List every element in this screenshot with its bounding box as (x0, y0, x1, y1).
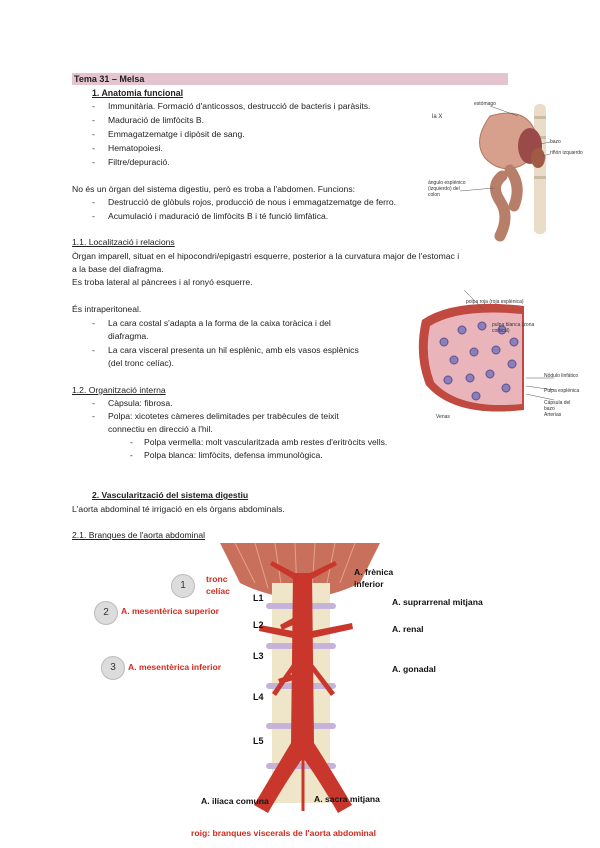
paragraph: Òrgan imparell, situat en el hipocondri/epigastri esquerre, posterior a la curvatura major de l'estomac i (72, 251, 460, 261)
label-capsula: Cápsula del bazo (544, 400, 571, 412)
list-item: Immunitària. Formació d'anticossos, destrucció de bacteris i paràsits. (108, 101, 371, 111)
dash: - (130, 437, 133, 447)
list-item: Polpa: xicotetes càmeres delimitades per trabècules de teixit (108, 411, 339, 421)
colon-illustration (495, 170, 517, 236)
label-arterias: Arterias (544, 412, 562, 418)
label-mesenterica-inferior: A. mesentèrica inferior (128, 662, 222, 672)
label-estomago: estómago (474, 101, 496, 107)
list-item: Acumulació i maduració de limfòcits B i té funció limfàtica. (108, 211, 329, 221)
label-iliaca-comuna: A. ilíaca comuna (201, 796, 269, 806)
list-item: Filtre/depuració. (108, 157, 170, 167)
list-item: connectiu en direcció a l'hil. (108, 424, 213, 434)
label-renal: A. renal (392, 624, 424, 634)
label-venas: Venas (436, 414, 450, 420)
paragraph: És intraperitoneal. (72, 304, 142, 314)
list-item: (del tronc celíac). (108, 358, 174, 368)
dash: - (130, 450, 133, 460)
list-item: Hematopoiesi. (108, 143, 163, 153)
list-item: La cara visceral presenta un hil esplènic, amb els vasos esplènics (108, 345, 359, 355)
label-tronc: tronc (206, 574, 228, 584)
label-angulo: ángulo esplénico (izquierdo) del colon (428, 180, 466, 198)
list-item: Emmagatzematge i dipòsit de sang. (108, 129, 245, 139)
label-sacra-mitjana: A. sacra mitjana (314, 794, 380, 804)
dash: - (92, 197, 95, 207)
vertebra-label: L5 (253, 736, 264, 746)
subsection-heading-branques: 2.1. Branques de l'aorta abdominal (72, 530, 206, 540)
label-nodulo: Nódulo linfático (544, 373, 579, 379)
vertebra-label: L2 (253, 620, 264, 630)
vertebra-label: L3 (253, 651, 264, 661)
dash: - (92, 345, 95, 355)
vertebra-label: L1 (253, 593, 264, 603)
dash: - (92, 411, 95, 421)
circle-badge: 3 (101, 656, 125, 680)
dash: - (92, 129, 95, 139)
label-lax: la X (432, 114, 443, 120)
dash: - (92, 101, 95, 111)
label-celiac: celíac (206, 586, 230, 596)
section-heading-vascularitzacio: 2. Vascularització del sistema digestiu (92, 490, 249, 500)
spleen-location-figure (430, 96, 578, 246)
label-polpa-roja: polpa roja (roja esplènica) (466, 299, 524, 305)
spine-illustration (534, 104, 546, 234)
label-frenica: A. frènica (354, 567, 394, 577)
label-rinon: riñón izquierdo (550, 150, 583, 156)
circle-badge: 2 (94, 601, 118, 625)
dash: - (92, 143, 95, 153)
dash: - (92, 318, 95, 328)
list-item: Càpsula: fibrosa. (108, 398, 173, 408)
circle-badge: 1 (171, 574, 195, 598)
label-gonadal: A. gonadal (392, 664, 436, 674)
list-item: Destrucció de glòbuls rojos, producció de nous i emmagatzematge de ferro. (108, 197, 397, 207)
paragraph: a la base del diafragma. (72, 264, 164, 274)
label-bazo: bazo (550, 139, 561, 145)
label-mesenterica-superior: A. mesentèrica superior (121, 606, 219, 616)
paragraph: Es troba lateral al pàncrees i al ronyó esquerre. (72, 277, 253, 287)
list-item: La cara costal s'adapta a la forma de la caixa toràcica i del (108, 318, 331, 328)
subsection-heading-localitzacio: 1.1. Localització i relacions (72, 237, 175, 247)
list-item: Polpa vermella: molt vascularitzada amb restes d'eritròcits vells. (144, 437, 388, 447)
abdominal-aorta-figure (160, 543, 440, 833)
label-pulpa-blanca: pulpa blanca (zona cortical) (492, 322, 535, 334)
figure-caption: roig: branques viscerals de l'aorta abdominal (191, 828, 376, 838)
dash: - (92, 115, 95, 125)
dash: - (92, 157, 95, 167)
paragraph: No és un òrgan del sistema digestiu, però es troba a l'abdomen. Funcions: (72, 184, 356, 194)
subsection-heading-organitzacio: 1.2. Organització interna (72, 385, 166, 395)
page-title: Tema 31 – Melsa (74, 74, 145, 84)
label-pulpa-esplenica: Pulpa esplénica (544, 388, 580, 394)
paragraph: L'aorta abdominal té irrigació en els òrgans abdominals. (72, 504, 285, 514)
label-suprarrenal: A. suprarrenal mitjana (392, 597, 483, 607)
vertebra-label: L4 (253, 692, 264, 702)
kidney-illustration (531, 148, 545, 168)
list-item: diafragma. (108, 331, 149, 341)
label-frenica-inferior: inferior (354, 579, 384, 589)
dash: - (92, 398, 95, 408)
list-item: Maduració de limfòcits B. (108, 115, 204, 125)
dash: - (92, 211, 95, 221)
section-heading-anatomia: 1. Anatomia funcional (92, 88, 184, 98)
list-item: Polpa blanca: limfòcits, defensa immunològica. (144, 450, 323, 460)
